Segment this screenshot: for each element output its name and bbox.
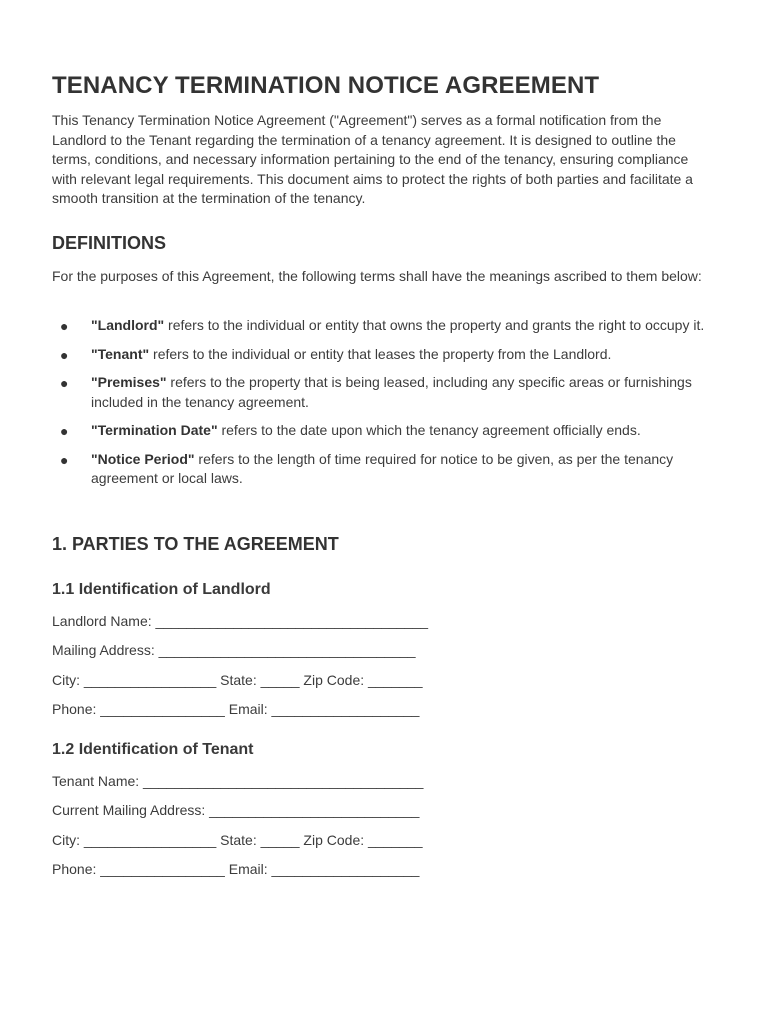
document-title: TENANCY TERMINATION NOTICE AGREEMENT: [52, 72, 600, 99]
bullet-icon: ●: [60, 318, 69, 334]
definitions-list: [52, 316, 712, 489]
tenant-city-state-zip-field[interactable]: City: _________________ State: _____ Zip Code: _______: [52, 832, 423, 848]
definition-item: [52, 373, 712, 412]
landlord-address-field[interactable]: Mailing Address: _________________________________: [52, 642, 416, 658]
definition-text: refers to the length of time required for notice to be given, as per the tenancy agreement or local laws.: [91, 450, 674, 486]
landlord-heading: 1.1 Identification of Landlord: [52, 581, 271, 598]
definition-term: "Termination Date": [91, 422, 218, 438]
bullet-icon: ●: [60, 451, 69, 468]
parties-heading: 1. PARTIES TO THE AGREEMENT: [52, 534, 339, 554]
definition-item: [52, 450, 712, 489]
definition-term: "Landlord": [91, 317, 165, 333]
definitions-heading: DEFINITIONS: [52, 233, 167, 253]
definitions-lead: For the purposes of this Agreement, the following terms shall have the meanings ascribed to them below:: [52, 268, 702, 284]
tenant-address-field[interactable]: Current Mailing Address: ___________________________: [52, 802, 420, 818]
landlord-phone-email-field[interactable]: Phone: ________________ Email: ___________________: [52, 701, 420, 717]
definition-term: "Notice Period": [91, 450, 195, 467]
bullet-icon: ●: [60, 375, 69, 391]
tenant-heading: 1.2 Identification of Tenant: [52, 741, 254, 758]
definition-text: refers to the date upon which the tenancy agreement officially ends.: [217, 422, 641, 438]
definition-item: [52, 316, 712, 336]
bullet-icon: ●: [60, 423, 69, 439]
landlord-city-state-zip-field[interactable]: City: _________________ State: _____ Zip Code: _______: [52, 672, 423, 688]
tenant-name-field[interactable]: Tenant Name: ____________________________________: [52, 773, 424, 789]
definition-term: "Premises": [91, 374, 167, 390]
definition-text: refers to the individual or entity that owns the property and grants the right to occupy it.: [164, 317, 705, 333]
definition-item: [52, 421, 712, 441]
tenant-phone-email-field[interactable]: Phone: ________________ Email: ___________________: [52, 861, 420, 877]
landlord-name-field[interactable]: Landlord Name: ___________________________________: [52, 613, 429, 629]
definition-term: "Tenant": [91, 345, 150, 362]
definition-item: [52, 345, 712, 365]
definition-text: refers to the individual or entity that leases the property from the Landlord.: [149, 345, 612, 362]
intro-paragraph: This Tenancy Termination Notice Agreement ("Agreement") serves as a formal notification from the Landlord to the Tenant regarding the termination of a tenancy agreement. It is designed to outline the terms, conditions, and necessary information pertaining to the end of the tenancy, ensuring compliance with relevant legal requirements. This document aims to protect the rights of both parties and facilitate a smooth transition at the termination of the tenancy.: [52, 112, 693, 206]
bullet-icon: ●: [60, 346, 69, 363]
definition-text: refers to the property that is being leased, including any specific areas or furnishings included in the tenancy agreement.: [91, 374, 692, 410]
